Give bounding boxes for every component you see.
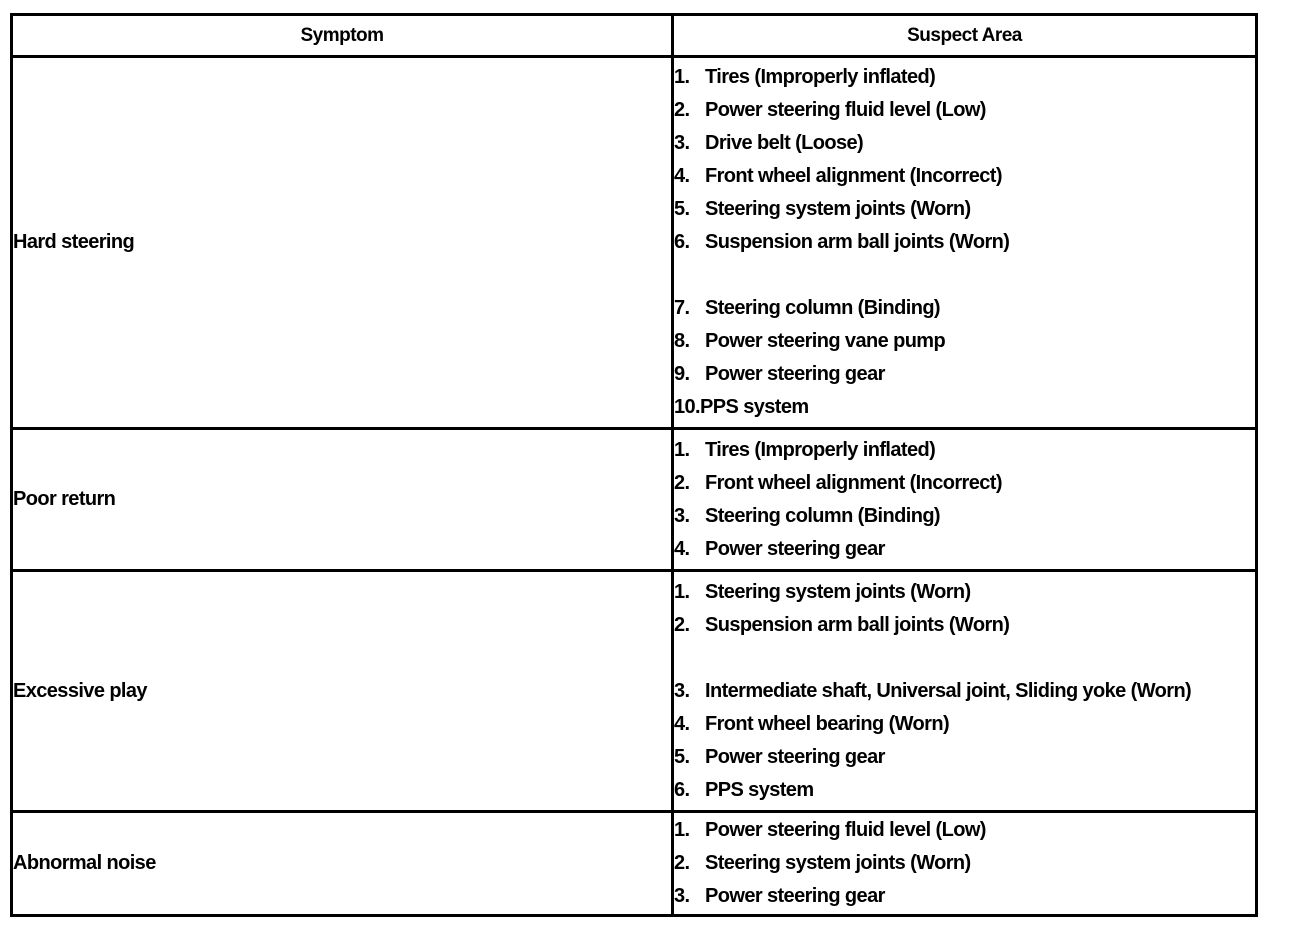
suspect-area-cell [673, 57, 1257, 429]
symptom-cell: Excessive play [12, 571, 673, 812]
item-number: 1. [674, 66, 690, 88]
list-item [674, 814, 1255, 847]
item-text: Steering system joints (Worn) [705, 580, 971, 603]
item-number: 3. [674, 885, 690, 907]
item-number: 3. [674, 679, 690, 702]
item-number: 1. [674, 438, 690, 461]
list-item [674, 576, 1255, 609]
item-number: 6. [674, 231, 690, 253]
table-row [12, 571, 1257, 812]
item-number: 3. [674, 132, 690, 154]
item-number: 1. [674, 580, 690, 603]
list-item [674, 160, 1255, 193]
list-item [674, 500, 1255, 533]
suspect-list [674, 576, 1255, 807]
list-item [674, 292, 1255, 325]
item-number: 9. [674, 363, 690, 385]
list-item [674, 358, 1255, 391]
list-item [674, 226, 1255, 259]
item-text: PPS system [705, 778, 814, 801]
item-text: Front wheel alignment (Incorrect) [705, 471, 1002, 494]
item-number: 8. [674, 330, 690, 352]
item-text: Suspension arm ball joints (Worn) [705, 613, 1010, 636]
list-item [674, 880, 1255, 913]
item-text: Steering column (Binding) [705, 504, 940, 527]
item-text: Power steering fluid level (Low) [705, 99, 986, 121]
item-text: Steering column (Binding) [705, 297, 940, 319]
suspect-area-cell [673, 812, 1257, 916]
list-item [674, 467, 1255, 500]
list-item [674, 708, 1255, 741]
item-number: 1. [674, 819, 690, 841]
item-text: PPS system [700, 396, 809, 418]
header-row [12, 15, 1257, 57]
symptom-cell: Poor return [12, 429, 673, 571]
item-number: 4. [674, 537, 690, 560]
item-text: Power steering gear [705, 537, 885, 560]
item-number: 5. [674, 745, 690, 768]
symptom-cell: Hard steering [12, 57, 673, 429]
table-row [12, 812, 1257, 916]
item-number: 4. [674, 712, 690, 735]
troubleshooting-table [10, 13, 1258, 917]
item-number: 6. [674, 778, 690, 801]
list-item [674, 609, 1255, 642]
list-item [674, 325, 1255, 358]
item-text: Suspension arm ball joints (Worn) [705, 231, 1010, 253]
item-number: 5. [674, 198, 690, 220]
item-text: Intermediate shaft, Universal joint, Sliding yoke (Worn) [705, 679, 1192, 702]
item-text: Drive belt (Loose) [705, 132, 864, 154]
item-text: Power steering fluid level (Low) [705, 819, 986, 841]
item-number: 7. [674, 297, 690, 319]
symptom-cell: Abnormal noise [12, 812, 673, 916]
item-number: 2. [674, 471, 690, 494]
item-number: 2. [674, 852, 690, 874]
item-text: Steering system joints (Worn) [705, 852, 971, 874]
table-row [12, 429, 1257, 571]
list-item [674, 61, 1255, 94]
item-text: Power steering gear [705, 363, 885, 385]
list-item [674, 391, 1255, 424]
list-item [674, 434, 1255, 467]
suspect-list [674, 814, 1255, 913]
list-item [674, 675, 1255, 708]
suspect-area-cell [673, 429, 1257, 571]
list-item [674, 193, 1255, 226]
suspect-list [674, 434, 1255, 566]
list-item [674, 127, 1255, 160]
suspect-area-cell [673, 571, 1257, 812]
table-row [12, 57, 1257, 429]
item-text: Power steering gear [705, 745, 885, 768]
item-number: 2. [674, 99, 690, 121]
header-suspect-area: Suspect Area [673, 15, 1257, 57]
item-text: Tires (Improperly inflated) [705, 438, 936, 461]
item-text: Tires (Improperly inflated) [705, 66, 936, 88]
item-number: 2. [674, 613, 690, 636]
item-number: 4. [674, 165, 690, 187]
list-item [674, 533, 1255, 566]
list-item [674, 741, 1255, 774]
item-number: 3. [674, 504, 690, 527]
list-item [674, 774, 1255, 807]
suspect-list [674, 61, 1255, 424]
item-number: 10. [674, 396, 701, 418]
list-item [674, 847, 1255, 880]
item-text: Power steering vane pump [705, 330, 946, 352]
item-text: Front wheel bearing (Worn) [705, 712, 950, 735]
item-text: Steering system joints (Worn) [705, 198, 971, 220]
item-text: Power steering gear [705, 885, 885, 907]
header-symptom: Symptom [12, 15, 673, 57]
list-item [674, 94, 1255, 127]
item-text: Front wheel alignment (Incorrect) [705, 165, 1002, 187]
